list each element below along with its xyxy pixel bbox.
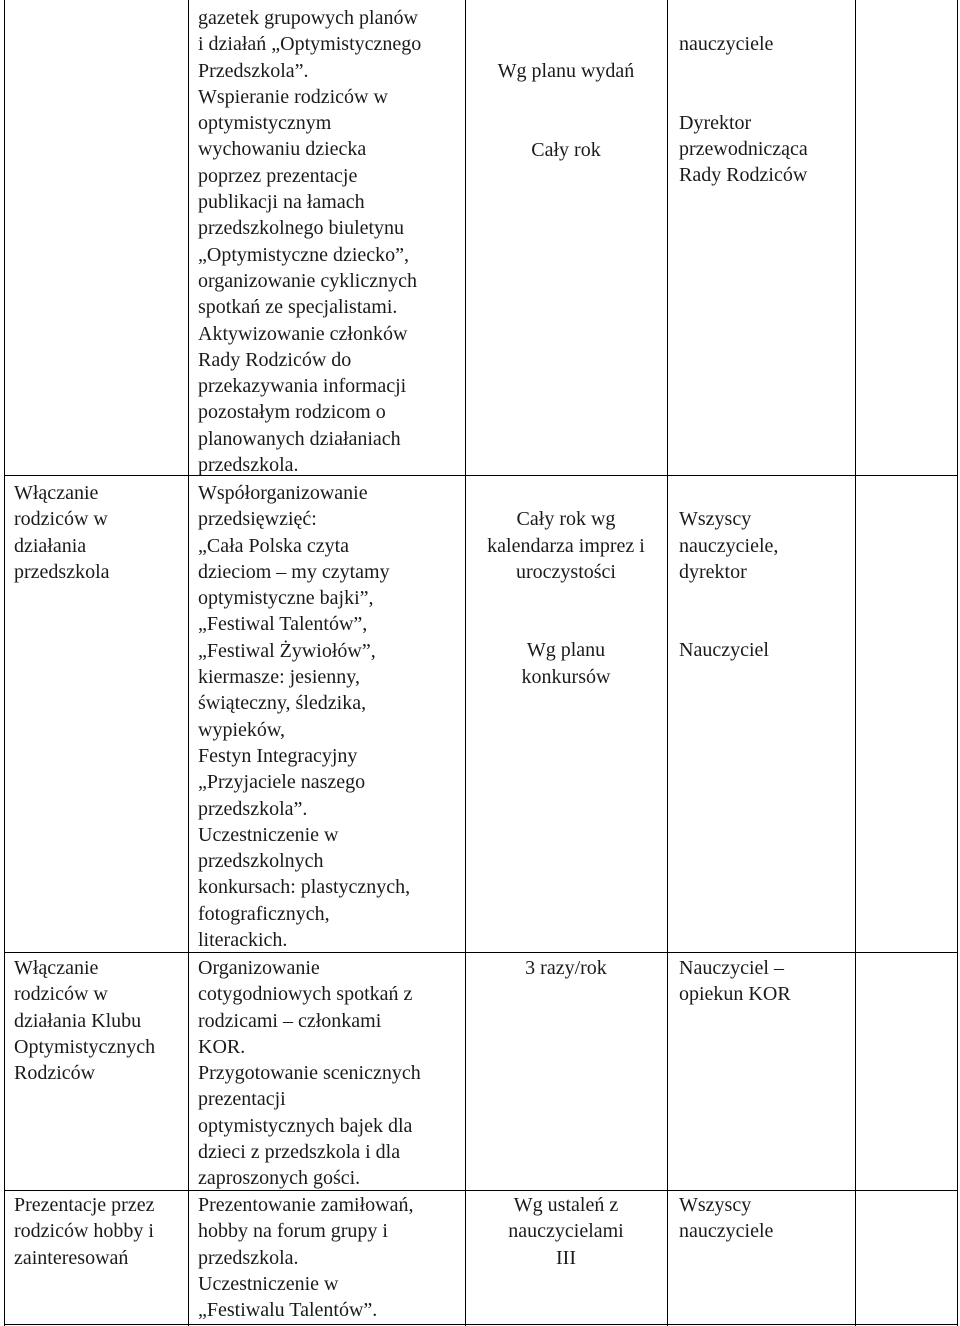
table-cell-term: Wg ustaleń z nauczycielami III [508,1194,624,1269]
responsible-line: Dyrektor przewodnicząca Rady Rodziców [679,111,808,187]
table-cell-area: Prezentacje przez rodziców hobby i zainteresowań [14,1194,155,1269]
table-column-divider [188,0,189,1326]
term-line: Wg planu konkursów [521,639,611,688]
table-cell-area: Włączanie rodziców w działania przedszkola [14,482,110,583]
table-border-right [957,0,958,1326]
table-cell-tasks: gazetek grupowych planów i działań „Optymistycznego Przedszkola”. Wspieranie rodziców w optymistycznym wychowaniu dziecka poprzez prezentacje publikacji na łamach przedszkolnego biuletynu „Optymistyczne dziecko”, organizowanie cyklicznych spotkań ze specjalistami. Aktywizowanie członków Rady Rodziców do przekazywania informacji pozostałym rodzicom o planowanych działaniach przedszkola. [198,7,422,477]
responsible-line: Wszyscy nauczyciele, dyrektor [679,508,779,583]
term-line: Cały rok [531,138,601,161]
responsible-line: nauczyciele [679,33,774,56]
table-column-divider [667,0,668,1326]
table-cell-tasks: Prezentowanie zamiłowań, hobby na forum grupy i przedszkola. Uczestniczenie w „Festiwalu Talentów”. [198,1194,414,1322]
term-line: Wg planu wydań [497,60,635,83]
table-border-left [4,0,5,1326]
table-cell-responsible [679,480,851,690]
table-cell-responsible: Wszyscy nauczyciele [679,1194,774,1243]
table-row-divider [4,475,958,476]
table-cell-tasks: Współorganizowanie przedsięwzięć: „Cała Polska czyta dzieciom – my czytamy optymistyczne bajki”, „Festiwal Talentów”, „Festiwal Żywiołów”, kiermasze: jesienny, świąteczny, śledzika, wypieków, Festyn Integracyjny „Przyjaciele naszego przedszkola”. Uczestniczenie w przedszkolnych konkursach: plastycznych, fotograficznych, literackich. [198,482,411,952]
table-column-divider [855,0,856,1326]
table-cell-term [468,32,664,189]
responsible-line: Nauczyciel [679,639,769,662]
table-cell-responsible: Nauczyciel – opiekun KOR [679,957,791,1006]
table-row-divider [4,1190,958,1191]
table-row-divider [4,952,958,953]
table-cell-term: 3 razy/rok [525,957,607,979]
table-border-bottom [4,1324,958,1325]
table-cell-responsible [679,5,851,215]
table-cell-term [468,480,664,716]
table-column-divider [465,0,466,1326]
table-cell-tasks: Organizowanie cotygodniowych spotkań z rodzicami – członkami KOR. Przygotowanie scenicznych prezentacji optymistycznych bajek dla dzieci z przedszkola i dla zaproszonych gości. [198,957,421,1190]
term-line: Cały rok wg kalendarza imprez i uroczystości [487,508,645,583]
table-cell-area: Włączanie rodziców w działania Klubu Optymistycznych Rodziców [14,957,156,1085]
